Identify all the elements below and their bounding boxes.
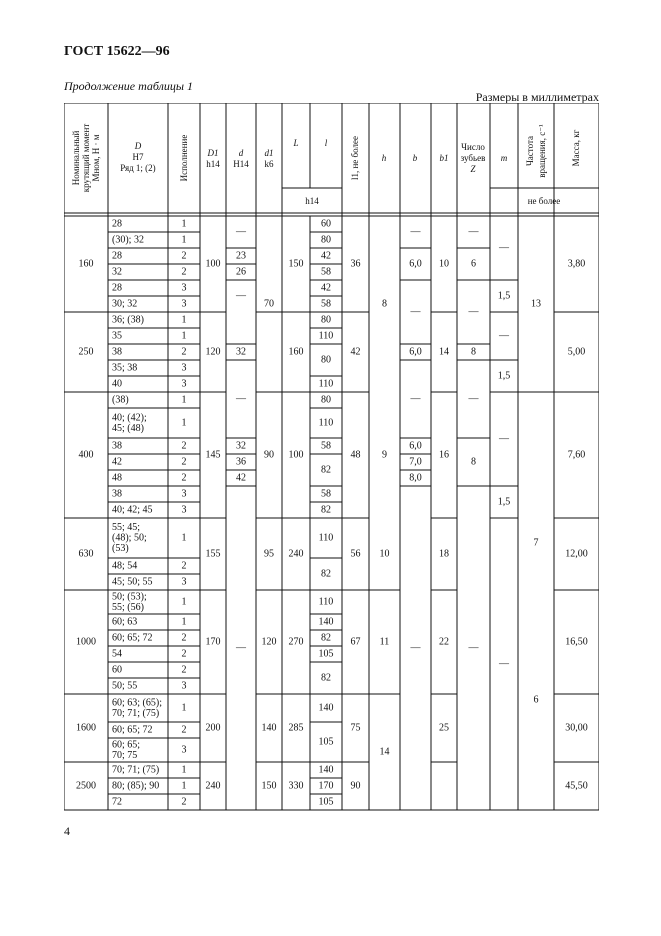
l-value: 82	[321, 504, 331, 516]
bore-value: (38)	[112, 394, 129, 406]
header-Z-3: Z	[470, 164, 476, 174]
ispolnenie-value: 2	[181, 560, 187, 572]
header-torque-3: Mном, Н · м	[91, 134, 101, 182]
bore-value: 55; 45;	[112, 522, 141, 533]
bore-value: 40	[112, 378, 122, 390]
bore-value: (30); 32	[112, 234, 144, 246]
bore-value: 36; (38)	[112, 314, 144, 326]
l-value: 110	[318, 596, 334, 608]
bore-value: 38	[112, 440, 122, 452]
b-dash: —	[410, 226, 421, 238]
l-value: 42	[321, 282, 331, 294]
ispolnenie-value: 3	[181, 362, 187, 374]
z-dash: —	[468, 226, 479, 238]
mass-value: 45,50	[565, 780, 588, 792]
d1-value: 90	[264, 449, 274, 461]
torque-value: 1000	[76, 636, 96, 648]
ispolnenie-value: 1	[181, 596, 187, 608]
z-dash: —	[468, 642, 479, 654]
l1-value: 42	[350, 346, 361, 358]
l-value: 110	[318, 532, 334, 544]
ispolnenie-value: 3	[181, 298, 187, 310]
ispolnenie-value: 2	[181, 346, 187, 358]
b-value: 7,0	[409, 456, 422, 468]
b-value: 6,0	[409, 346, 422, 358]
l1-value: 90	[350, 780, 361, 792]
bore-value: 38	[112, 488, 122, 500]
header-l: l	[324, 138, 328, 148]
D1-value: 170	[205, 636, 221, 648]
d-dash: —	[236, 393, 246, 405]
ispolnenie-value: 2	[181, 440, 187, 452]
m-dash: —	[499, 242, 509, 254]
torque-value: 400	[78, 449, 94, 461]
bore-value: 70; 75	[112, 749, 138, 761]
b1-value: 14	[439, 346, 449, 358]
d-value: 32	[236, 346, 246, 358]
ispolnenie-value: 1	[181, 417, 187, 429]
ispolnenie-value: 3	[181, 378, 187, 390]
ispolnenie-value: 2	[181, 796, 187, 808]
page-number: 4	[64, 824, 70, 838]
l-value: 82	[321, 632, 331, 644]
torque-value: 2500	[76, 780, 96, 792]
b-dash: —	[410, 393, 421, 405]
header-b: b	[412, 153, 418, 163]
ispolnenie-value: 3	[181, 282, 187, 294]
torque-value: 1600	[76, 722, 96, 734]
ispolnenie-value: 1	[181, 764, 187, 776]
bore-value: 45; (48)	[112, 422, 144, 434]
ispolnenie-value: 2	[181, 472, 187, 484]
header-freq-2: вращения, с⁻¹	[537, 124, 547, 178]
b-value: 8,0	[409, 472, 422, 484]
ispolnenie-value: 3	[181, 504, 187, 516]
mass-value: 5,00	[567, 346, 586, 358]
D1-value: 200	[205, 722, 221, 734]
ispolnenie-value: 3	[181, 576, 187, 588]
l-value: 140	[318, 764, 334, 776]
l-value: 80	[321, 234, 331, 246]
ispolnenie-value: 1	[181, 234, 187, 246]
bore-value: 38	[112, 346, 122, 358]
z-dash: —	[468, 306, 479, 318]
dimensions-table	[64, 103, 599, 819]
header-Z-1: Число	[461, 142, 485, 152]
l-value: 82	[321, 568, 331, 580]
header-Z-2: зубьев	[460, 153, 486, 163]
d-value: 42	[236, 472, 246, 484]
d1-value: 70	[264, 298, 274, 310]
d-value: 32	[236, 440, 246, 452]
d1-value: 120	[261, 636, 277, 648]
header-l1: l1, не более	[350, 135, 360, 181]
header-D: D	[134, 141, 142, 151]
l-value: 110	[318, 417, 334, 429]
header-m: m	[500, 153, 508, 163]
bore-value: 60	[112, 664, 122, 676]
l1-value: 67	[350, 636, 361, 648]
l-value: 140	[318, 702, 334, 714]
bore-value: 42	[112, 456, 122, 468]
header-mass: Масса, кг	[571, 129, 581, 167]
ispolnenie-value: 3	[181, 488, 187, 500]
b-value: 6,0	[409, 440, 422, 452]
m-dash: —	[499, 433, 509, 445]
l-value: 105	[318, 796, 334, 808]
bore-value: 48	[112, 472, 122, 484]
ispolnenie-value: 2	[181, 266, 187, 278]
h-value: 11	[379, 636, 390, 648]
table-text	[71, 124, 588, 808]
z-value: 8	[471, 346, 476, 358]
bore-value: 30; 32	[112, 298, 138, 310]
L-value: 150	[288, 258, 304, 270]
L-value: 240	[288, 548, 304, 560]
h-value: 14	[379, 746, 390, 758]
bore-value: 28	[112, 218, 122, 230]
d-dash: —	[236, 290, 246, 302]
b1-value: 10	[439, 258, 449, 270]
bore-value: 60; 65; 72	[112, 632, 153, 644]
mass-value: 16,50	[565, 636, 588, 648]
L-value: 100	[288, 449, 304, 461]
D1-value: 240	[205, 780, 221, 792]
ispolnenie-value: 2	[181, 664, 187, 676]
bore-value: 35; 38	[112, 362, 138, 374]
bore-value: 55; (56)	[112, 601, 144, 613]
bore-value: 48; 54	[112, 560, 138, 572]
L-value: 330	[288, 780, 304, 792]
l-value: 58	[321, 488, 331, 500]
z-value: 8	[471, 456, 476, 468]
d-value: 36	[236, 456, 246, 468]
bore-value: 60; 65;	[112, 739, 141, 751]
m-value: 1,5	[497, 496, 511, 508]
bore-value: 80; (85); 90	[112, 780, 160, 792]
bore-value: 28	[112, 250, 122, 262]
d-dash: —	[236, 642, 246, 654]
b-dash: —	[410, 306, 421, 318]
l-value: 42	[321, 250, 331, 262]
freq-value: 6	[533, 694, 539, 706]
b1-value: 16	[439, 449, 449, 461]
l-value: 105	[318, 736, 334, 748]
l-value: 82	[321, 464, 331, 476]
header-D-tol: H7	[132, 152, 144, 162]
bore-value: 60; 63; (65);	[112, 697, 162, 709]
standard-title: ГОСТ 15622—96	[64, 44, 170, 59]
z-value: 6	[471, 258, 476, 270]
table-caption: Продолжение таблицы 1	[64, 79, 194, 93]
header-h: h	[381, 153, 387, 163]
ispolnenie-value: 1	[181, 702, 187, 714]
ispolnenie-value: 1	[181, 780, 187, 792]
bore-value: 70; 71; (75)	[112, 764, 160, 776]
bore-value: 45; 50; 55	[112, 576, 153, 588]
bore-value: 72	[112, 796, 122, 808]
l-value: 82	[321, 672, 331, 684]
l-value: 140	[318, 616, 334, 628]
freq-value: 7	[533, 537, 539, 549]
ispolnenie-value: 2	[181, 250, 187, 262]
m-dash: —	[499, 330, 509, 342]
h-value: 9	[382, 449, 387, 461]
D1-value: 145	[205, 449, 221, 461]
header-freq-1: Частота	[525, 135, 535, 167]
l-value: 80	[321, 314, 331, 326]
header-torque-1: Номинальный	[71, 130, 81, 186]
header-d1-tol: k6	[264, 159, 274, 169]
header-d-tol: H14	[233, 159, 249, 169]
header-D1: D1	[207, 148, 219, 158]
D1-value: 120	[205, 346, 221, 358]
ispolnenie-value: 1	[181, 314, 187, 326]
header-ispolnenie: Исполнение	[179, 134, 189, 182]
L-value: 285	[288, 722, 304, 734]
ispolnenie-value: 1	[181, 532, 187, 544]
freq-value: 13	[531, 298, 541, 310]
l1-value: 48	[350, 449, 361, 461]
m-dash: —	[499, 658, 509, 670]
ispolnenie-value: 2	[181, 632, 187, 644]
bore-value: 54	[112, 648, 122, 660]
mass-value: 7,60	[567, 449, 586, 461]
D1-value: 155	[205, 548, 221, 560]
header-d: d	[238, 148, 244, 158]
d1-value: 95	[264, 548, 274, 560]
bore-value: 35	[112, 330, 122, 342]
units-note: Размеры в миллиметрах	[475, 90, 599, 104]
ispolnenie-value: 1	[181, 218, 187, 230]
mass-value: 3,80	[567, 258, 586, 270]
torque-value: 160	[78, 258, 94, 270]
mass-value: 12,00	[565, 548, 588, 560]
bore-value: 32	[112, 266, 122, 278]
l-value: 58	[321, 266, 331, 278]
l-value: 80	[321, 354, 331, 366]
l1-value: 75	[350, 722, 361, 734]
bore-value: 40; (42);	[112, 412, 147, 424]
l-value: 110	[318, 378, 334, 390]
header-D-row: Ряд 1; (2)	[120, 163, 156, 173]
bore-value: 70; 71; (75)	[112, 707, 160, 719]
d-value: 23	[236, 250, 246, 262]
l1-value: 56	[350, 548, 361, 560]
torque-value: 250	[78, 346, 94, 358]
d1-value: 140	[261, 722, 277, 734]
header-h14: h14	[305, 196, 319, 206]
ispolnenie-value: 1	[181, 394, 187, 406]
mass-value: 30,00	[565, 722, 588, 734]
L-value: 270	[288, 636, 304, 648]
l-value: 105	[318, 648, 334, 660]
bore-value: 50; (53);	[112, 591, 147, 603]
bore-value: 28	[112, 282, 122, 294]
torque-value: 630	[78, 548, 94, 560]
l-value: 110	[318, 330, 334, 342]
b1-value: 18	[439, 548, 449, 560]
m-value: 1,5	[497, 370, 511, 382]
ispolnenie-value: 1	[181, 616, 187, 628]
header-ne-bolee: не более	[527, 196, 561, 206]
ispolnenie-value: 1	[181, 330, 187, 342]
b-value: 6,0	[409, 258, 422, 270]
D1-value: 100	[205, 258, 221, 270]
b1-value: 25	[439, 722, 449, 734]
ispolnenie-value: 2	[181, 648, 187, 660]
ispolnenie-value: 3	[181, 744, 187, 756]
l-value: 80	[321, 394, 331, 406]
l-value: 170	[318, 780, 334, 792]
L-value: 160	[288, 346, 304, 358]
d1-value: 150	[261, 780, 277, 792]
header-L: L	[293, 138, 299, 148]
b-dash: —	[410, 642, 421, 654]
bore-value: 40; 42; 45	[112, 504, 153, 516]
header-torque-2: крутящий момент	[81, 123, 91, 193]
l-value: 58	[321, 298, 331, 310]
h-value: 8	[382, 298, 387, 310]
m-value: 1,5	[497, 290, 511, 302]
ispolnenie-value: 2	[181, 456, 187, 468]
bore-value: (53)	[112, 543, 129, 554]
ispolnenie-value: 3	[181, 680, 187, 692]
l-value: 60	[321, 218, 331, 230]
bore-value: (48); 50;	[112, 532, 147, 544]
header-d1: d1	[264, 148, 274, 158]
bore-value: 60; 65; 72	[112, 724, 153, 736]
z-dash: —	[468, 393, 479, 405]
b1-value: 22	[439, 636, 449, 648]
d-dash: —	[236, 226, 246, 238]
l-value: 58	[321, 440, 331, 452]
l1-value: 36	[350, 258, 361, 270]
header-D1-tol: h14	[206, 159, 220, 169]
ispolnenie-value: 2	[181, 724, 187, 736]
d-value: 26	[236, 266, 246, 278]
bore-value: 60; 63	[112, 616, 138, 628]
header-b1: b1	[439, 153, 449, 163]
h-value: 10	[379, 548, 390, 560]
bore-value: 50; 55	[112, 680, 138, 692]
